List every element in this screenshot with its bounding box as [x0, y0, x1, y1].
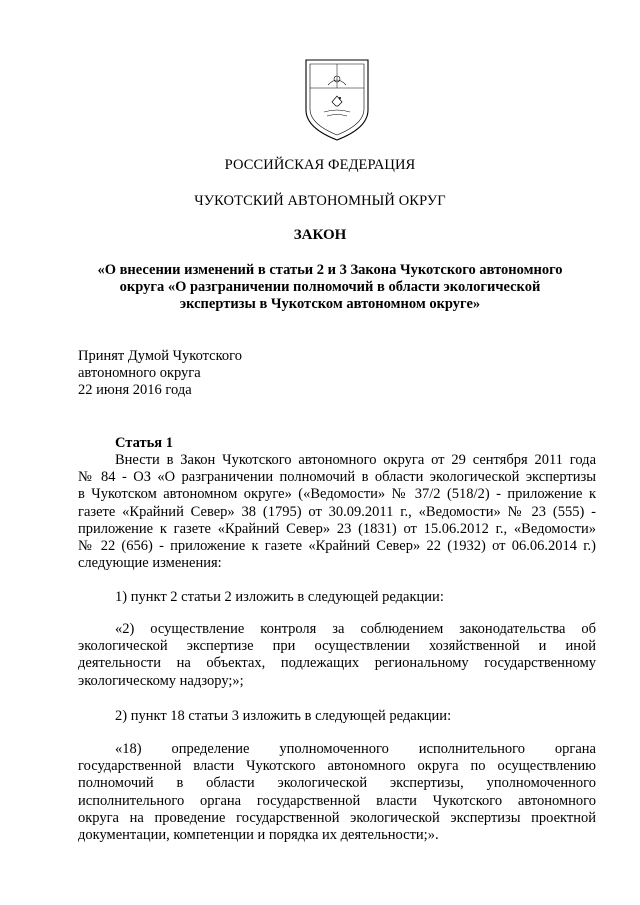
paragraph-line: государственной власти Чукотского автономного округа по осуществлению — [78, 758, 596, 775]
adoption-info — [78, 348, 242, 399]
paragraph-line: документации, компетенции и порядка их деятельности;». — [78, 827, 439, 844]
paragraph-line: «18) определение уполномоченного исполнительного органа — [115, 741, 596, 757]
paragraph-line: исполнительного органа государственной власти Чукотского автономного — [78, 792, 596, 809]
amendment-quote-1 — [78, 621, 596, 690]
paragraph-line: полномочий в области экологической экспертизы, уполномоченного — [78, 775, 596, 792]
paragraph-line: № 22 (656) - приложение к газете «Крайний Север» 22 (1932) от 06.06.2014 г.) — [78, 538, 596, 555]
paragraph-line: газете «Крайний Север» 38 (1795) от 30.09.2011 г., «Ведомости» № 23 (555) - — [78, 503, 596, 520]
law-title-line: округа «О разграничении полномочий в области экологической — [119, 279, 541, 295]
adoption-line: Принят Думой Чукотского — [78, 348, 243, 364]
paragraph-line: 1) пункт 2 статьи 2 изложить в следующей редакции: — [115, 589, 444, 605]
document-type: ЗАКОН — [293, 227, 347, 243]
region-name: ЧУКОТСКИЙ АВТОНОМНЫЙ ОКРУГ — [194, 193, 446, 209]
amendment-item-2 — [78, 708, 596, 725]
paragraph-line: 2) пункт 18 статьи 3 изложить в следующей редакции: — [115, 708, 452, 724]
paragraph-line: в Чукотском автономном округе» («Ведомости» № 37/2 (518/2) - приложение к — [78, 486, 596, 503]
article-intro-paragraph — [78, 452, 596, 572]
adoption-line: автономного округа — [78, 365, 201, 381]
paragraph-line: следующие изменения: — [78, 555, 222, 572]
paragraph-line: «2) осуществление контроля за соблюдением законодательства об — [115, 621, 596, 637]
amendment-item-1 — [78, 589, 596, 606]
paragraph-line: Внести в Закон Чукотского автономного округа от 29 сентября 2011 года — [115, 452, 596, 468]
paragraph-line: приложение к газете «Крайний Север» 23 (1831) от 15.06.2012 г., «Ведомости» — [78, 520, 596, 537]
paragraph-line: деятельности на объектах, подлежащих региональному государственному — [78, 655, 596, 672]
paragraph-line: экологическому надзору;»; — [78, 672, 244, 689]
coat-of-arms-icon — [302, 58, 372, 142]
paragraph-line: № 84 - ОЗ «О разграничении полномочий в области экологической экспертизы — [78, 469, 596, 486]
adoption-date: 22 июня 2016 года — [78, 382, 192, 398]
country-name: РОССИЙСКАЯ ФЕДЕРАЦИЯ — [224, 157, 416, 173]
law-title-line: экспертизы в Чукотском автономном округе» — [179, 296, 481, 312]
law-title — [80, 262, 580, 313]
law-title-line: «О внесении изменений в статьи 2 и 3 Закона Чукотского автономного — [97, 262, 563, 278]
amendment-quote-2 — [78, 741, 596, 844]
article-heading: Статья 1 — [115, 435, 173, 451]
paragraph-line: округа на проведение государственной экологической экспертизы проектной — [78, 809, 596, 826]
paragraph-line: экологической экспертизе при осуществлении хозяйственной и иной — [78, 638, 596, 655]
